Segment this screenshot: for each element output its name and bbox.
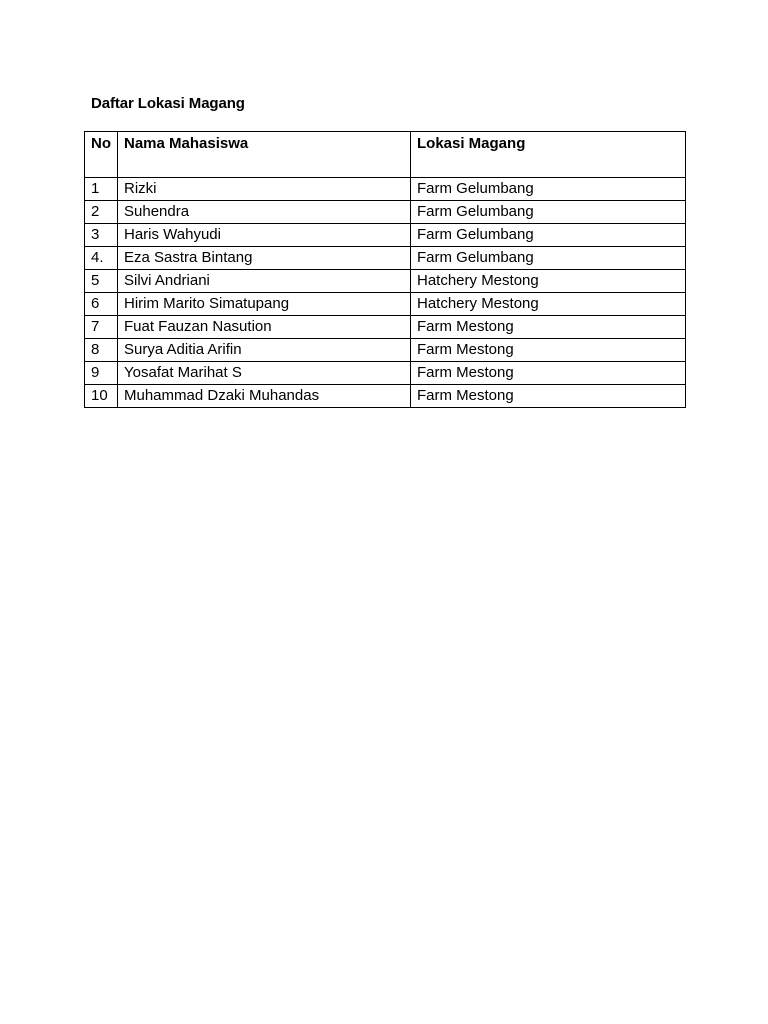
cell-no: 3	[85, 224, 118, 247]
cell-location: Farm Mestong	[411, 362, 686, 385]
table-body	[85, 178, 686, 408]
cell-no: 8	[85, 339, 118, 362]
cell-location: Farm Gelumbang	[411, 178, 686, 201]
cell-student-name: Rizki	[118, 178, 411, 201]
header-student-name: Nama Mahasiswa	[118, 132, 411, 178]
cell-student-name: Yosafat Marihat S	[118, 362, 411, 385]
cell-location: Farm Gelumbang	[411, 247, 686, 270]
table-row	[85, 224, 686, 247]
table-row	[85, 316, 686, 339]
table-row	[85, 362, 686, 385]
cell-no: 5	[85, 270, 118, 293]
cell-location: Farm Mestong	[411, 385, 686, 408]
cell-student-name: Silvi Andriani	[118, 270, 411, 293]
cell-no: 4.	[85, 247, 118, 270]
table-header-row	[85, 132, 686, 178]
table-row	[85, 270, 686, 293]
header-internship-location: Lokasi Magang	[411, 132, 686, 178]
cell-no: 9	[85, 362, 118, 385]
table-row	[85, 201, 686, 224]
cell-location: Farm Gelumbang	[411, 201, 686, 224]
header-no: No	[85, 132, 118, 178]
cell-location: Farm Mestong	[411, 339, 686, 362]
table-row	[85, 178, 686, 201]
internship-location-table	[84, 131, 686, 408]
table-row	[85, 385, 686, 408]
cell-location: Hatchery Mestong	[411, 293, 686, 316]
cell-student-name: Surya Aditia Arifin	[118, 339, 411, 362]
document-title: Daftar Lokasi Magang	[91, 95, 245, 112]
table-row	[85, 293, 686, 316]
cell-student-name: Eza Sastra Bintang	[118, 247, 411, 270]
table-row	[85, 339, 686, 362]
cell-student-name: Fuat Fauzan Nasution	[118, 316, 411, 339]
cell-no: 1	[85, 178, 118, 201]
cell-location: Farm Gelumbang	[411, 224, 686, 247]
cell-location: Farm Mestong	[411, 316, 686, 339]
cell-location: Hatchery Mestong	[411, 270, 686, 293]
cell-student-name: Suhendra	[118, 201, 411, 224]
cell-student-name: Hirim Marito Simatupang	[118, 293, 411, 316]
cell-no: 10	[85, 385, 118, 408]
cell-student-name: Muhammad Dzaki Muhandas	[118, 385, 411, 408]
cell-no: 7	[85, 316, 118, 339]
cell-student-name: Haris Wahyudi	[118, 224, 411, 247]
table-row	[85, 247, 686, 270]
cell-no: 6	[85, 293, 118, 316]
cell-no: 2	[85, 201, 118, 224]
